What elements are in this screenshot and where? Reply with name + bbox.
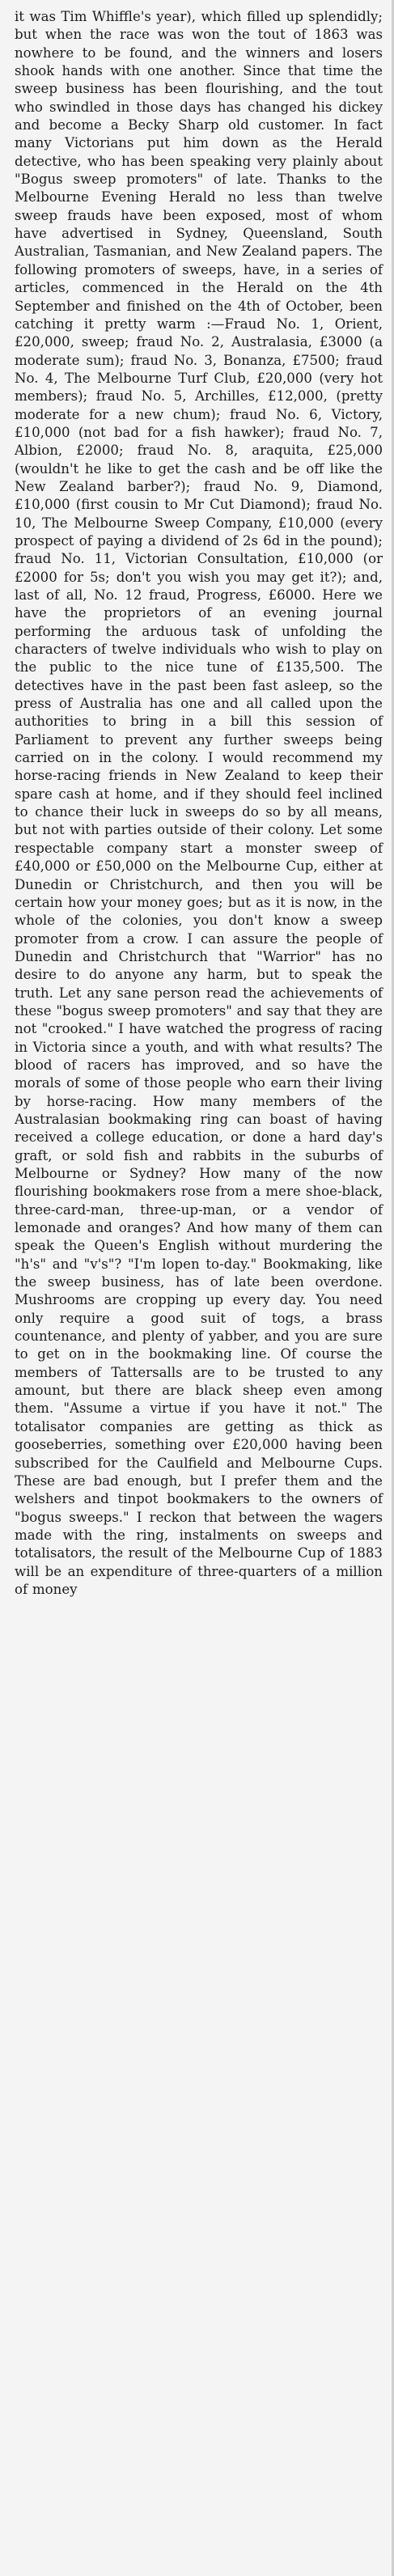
article-body-text: it was Tim Whiffle's year), which filled up splendidly; but when the race was won the tout of 1863 was nowhere to be found, and the winners and losers shook hands with one another. Since that time the sweep business has been flourishing, and the tout who swindled in those days has changed his dickey and become a Becky Sharp old customer. In fact many Victorians put him down as the Herald detective, who has been speaking very plainly about "Bogus sweep promoters" of late. Thanks to the Melbourne Evening Herald no less than twelve sweep frauds have been exposed, most of whom have advertised in Sydney, Queensland, South Australian, Tasmanian, and New Zealand papers. The following promoters of sweeps, have, in a series of articles, commenced in the Herald on the 4th September and finished on the 4th of October, been catching it pretty warm :—Fraud No. 1, Orient, £20,000, sweep; fraud No. 2, Australasia, £3000 (a moderate sum); fraud No. 3, Bonanza, £7500; fraud No. 4, The Melbourne Turf Club, £20,000 (very hot members); fraud No. 5, Archilles, £12,000, (pretty moderate for a new chum); fraud No. 6, Victory, £10,000 (not bad for a fish hawker); fraud No. 7, Albion, £2000; fraud No. 8, araquita, £25,000 (wouldn't he like to get the cash and be off like the New Zealand barber?); fraud No. 9, Diamond, £10,000 (first cousin to Mr Cut Diamond); fraud No. 10, The Melbourne Sweep Company, £10,000 (every prospect of paying a dividend of 2s 6d in the pound); fraud No. 11, Victorian Consultation, £10,000 (or £2000 for 5s; don't you wish you may get it?); and, last of all, No. 12 fraud, Progress, £6000. Here we have the proprietors of an evening journal performing the arduous task of unfolding the characters of twelve individuals who wish to play on the public to the nice tune of £135,500. The detectives have in the past been fast asleep, so the press of Australia has one and all called upon the authorities to bring in a bill this session of Parliament to prevent any further sweeps being carried on in the colony. I would recommend my horse-racing friends in New Zealand to keep their spare cash at home, and if they should feel inclined to chance their luck in sweeps do so by all means, but not with parties outside of their colony. Let some respectable company start a monster sweep of £40,000 or £50,000 on the Melbourne Cup, either at Dunedin or Christchurch, and then you will be certain how your money goes; but as it is now, in the whole of the colonies, you don't know a sweep promoter from a crow. I can assure the people of Dunedin and Christchurch that "Warrior" has no desire to do anyone any harm, but to speak the truth. Let any sane person read the achievements of these "bogus sweep promoters" and say that they are not "crooked." I have watched the progress of racing in Victoria since a youth, and with what results? The blood of racers has improved, and so have the morals of some of those people who earn their living by horse-racing. How many members of the Australasian bookmaking ring can boast of having received a college education, or done a hard day's graft, or sold fish and rabbits in the suburbs of Melbourne or Sydney? How many of the now flourishing bookmakers rose from a mere shoe-black, three-card-man, three-up-man, or a vendor of lemonade and oranges? And how many of them can speak the Queen's English without murdering the "h's" and "v's"? "I'm lopen to-day." Bookmaking, like the sweep business, has of late been overdone. Mushrooms are cropping up every day. You need only require a good suit of togs, a brass countenance, and plenty of yabber, and you are sure to get on in the bookmaking line. Of course the members of Tattersalls are to be trusted to any amount, but there are black sheep even among them. "Assume a virtue if you have it not." The totalisator companies are getting as thick as gooseberries, something over £20,000 having been subscribed for the Caulfield and Melbourne Cups. These are bad enough, but I prefer them and the welshers and tinpot bookmakers to the owners of "bogus sweeps." I reckon that between the wagers made with the ring, instalments on sweeps and totalisators, the result of the Melbourne Cup of 1883 will be an expenditure of three-quarters of a million of money	[15, 9, 383, 1597]
